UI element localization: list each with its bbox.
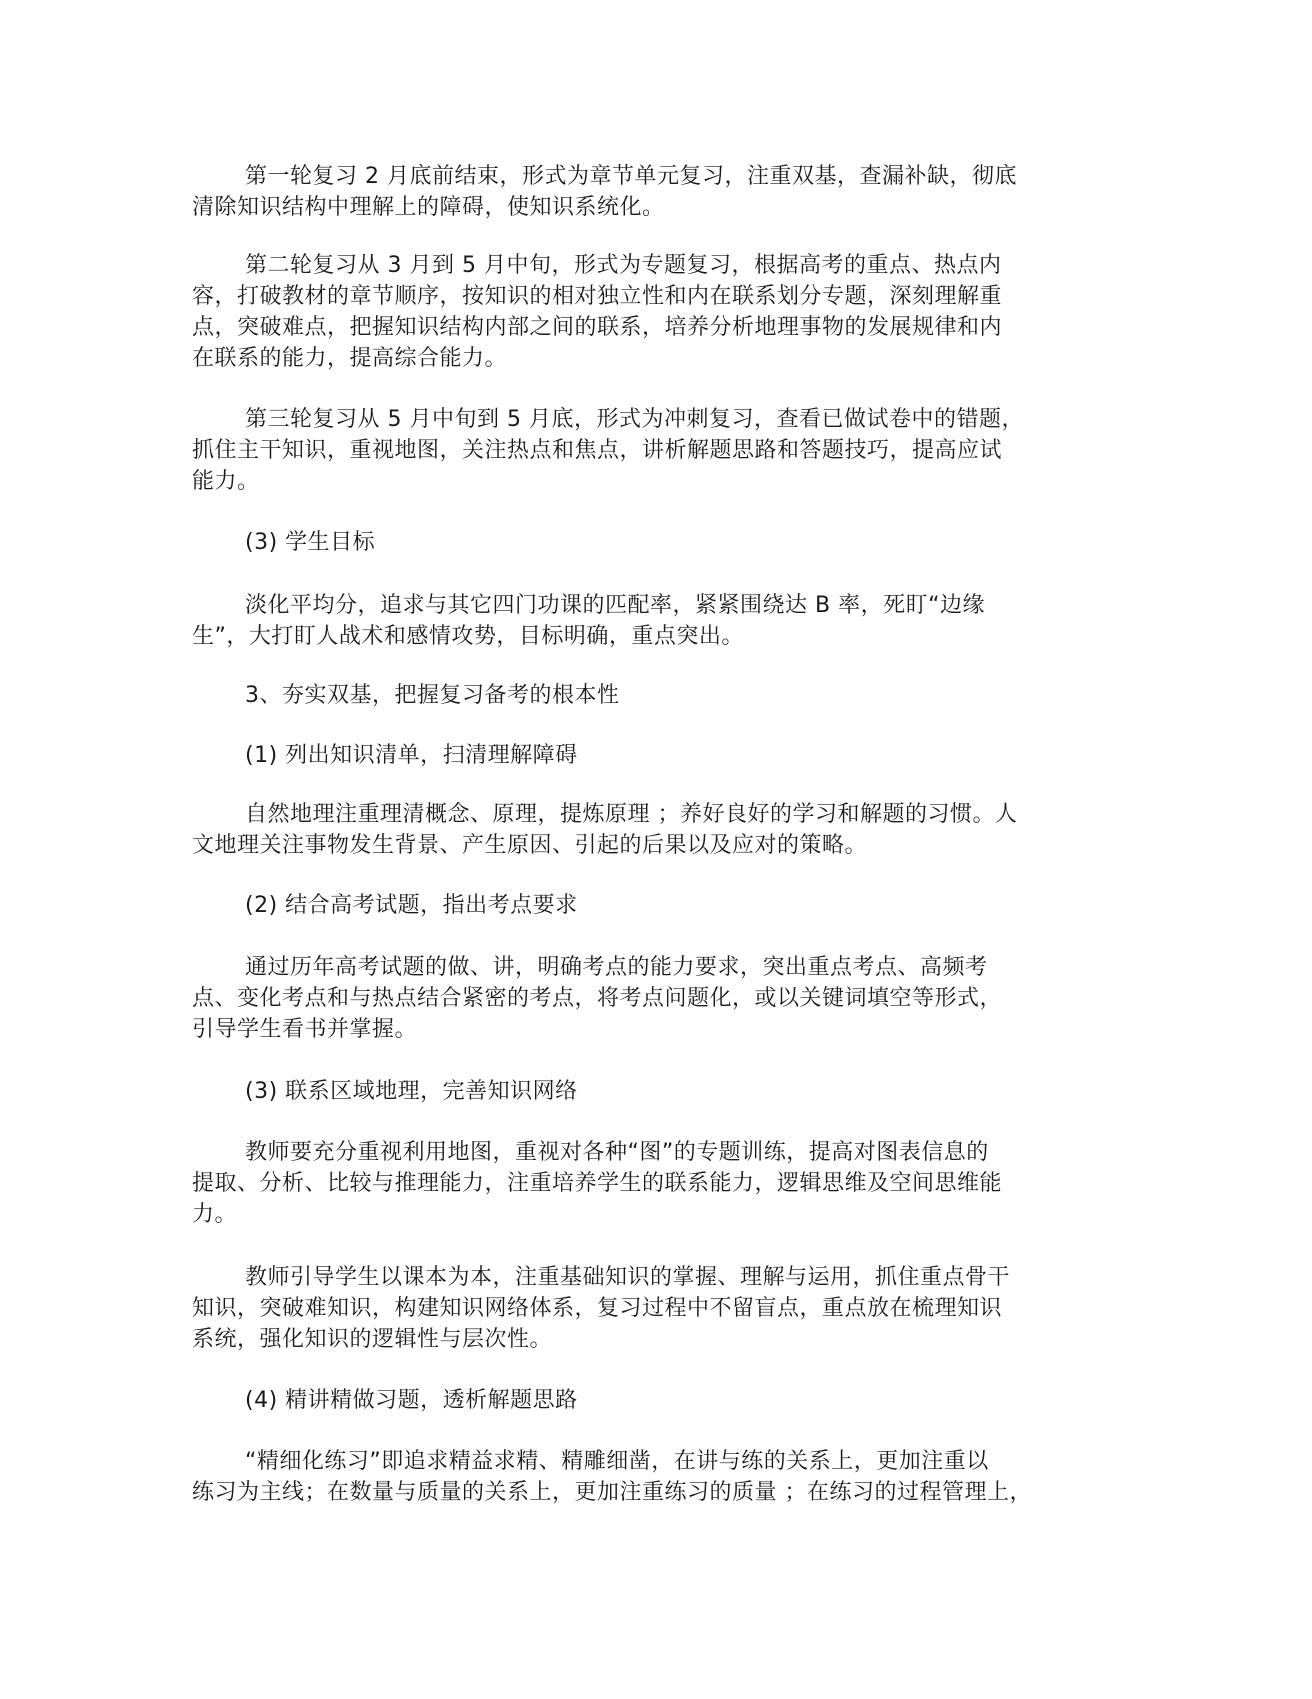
paragraph-student-goals [192, 590, 1102, 652]
paragraph-maps-training [192, 1137, 1102, 1230]
text-line: 第三轮复习从 5 月中旬到 5 月底，形式为冲刺复习，查看已做试卷中的错题， [245, 407, 1024, 432]
text-line: 第二轮复习从 3 月到 5 月中旬，形式为专题复习，根据高考的重点、热点内 [245, 253, 1002, 278]
heading-exercises [192, 1385, 1102, 1416]
text-line: 生”，大打盯人战术和感情攻势，目标明确，重点突出。 [192, 624, 744, 649]
paragraph-exam-requirements [192, 952, 1102, 1045]
heading-solid-basics [192, 680, 1102, 711]
section-heading: (3) 联系区域地理，完善知识网络 [245, 1079, 578, 1104]
text-line: 容，打破教材的章节顺序，按知识的相对独立性和内在联系划分专题，深刻理解重 [192, 284, 1003, 309]
text-line: 抓住主干知识，重视地图，关注热点和焦点，讲析解题思路和答题技巧，提高应试 [192, 438, 1003, 463]
text-line: 力。 [192, 1202, 238, 1227]
section-heading: (2) 结合高考试题，指出考点要求 [245, 893, 578, 918]
text-line: 提取、分析、比较与推理能力，注重培养学生的联系能力，逻辑思维及空间思维能 [192, 1171, 1003, 1196]
text-line: 自然地理注重理清概念、原理，提炼原理 ；养好良好的学习和解题的习惯。人 [245, 802, 1018, 827]
text-line: 点，突破难点，把握知识结构内部之间的联系，培养分析地理事物的发展规律和内 [192, 315, 1003, 340]
text-line: 淡化平均分，追求与其它四门功课的匹配率，紧紧围绕达 B 率，死盯“边缘 [245, 593, 985, 618]
text-line: 清除知识结构中理解上的障碍，使知识系统化。 [192, 195, 665, 220]
text-line: 文地理关注事物发生背景、产生原因、引起的后果以及应对的策略。 [192, 833, 868, 858]
paragraph-second-round-review [192, 250, 1102, 374]
text-line: 系统，强化知识的逻辑性与层次性。 [192, 1327, 553, 1352]
section-heading: (4) 精讲精做习题，透析解题思路 [245, 1388, 578, 1413]
text-line: “精细化练习”即追求精益求精、精雕细凿，在讲与练的关系上，更加注重以 [245, 1449, 989, 1474]
text-line: 在联系的能力，提高综合能力。 [192, 346, 508, 371]
section-heading: (3) 学生目标 [245, 530, 376, 555]
paragraph-knowledge-list [192, 799, 1102, 861]
paragraph-refined-practice [192, 1446, 1102, 1508]
section-heading: 3、夯实双基，把握复习备考的根本性 [245, 683, 620, 708]
heading-student-goals [192, 527, 1102, 558]
text-line: 点、变化考点和与热点结合紧密的考点，将考点问题化，或以关键词填空等形式， [192, 986, 1003, 1011]
paragraph-textbook-basis [192, 1262, 1102, 1355]
text-line: 练习为主线；在数量与质量的关系上，更加注重练习的质量 ；在练习的过程管理上， [192, 1480, 1032, 1505]
text-line: 通过历年高考试题的做、讲，明确考点的能力要求，突出重点考点、高频考 [245, 955, 988, 980]
text-line: 教师引导学生以课本为本，注重基础知识的掌握、理解与运用，抓住重点骨干 [245, 1265, 1011, 1290]
paragraph-third-round-review [192, 404, 1102, 497]
section-heading: (1) 列出知识清单，扫清理解障碍 [245, 743, 578, 768]
heading-exam-requirements [192, 890, 1102, 921]
text-line: 知识，突破难知识，构建知识网络体系，复习过程中不留盲点，重点放在梳理知识 [192, 1296, 1003, 1321]
text-line: 引导学生看书并掌握。 [192, 1017, 418, 1042]
text-line: 教师要充分重视利用地图，重视对各种“图”的专题训练，提高对图表信息的 [245, 1140, 989, 1165]
paragraph-first-round-review [192, 161, 1102, 223]
heading-regional-geography [192, 1076, 1102, 1107]
text-line: 能力。 [192, 469, 260, 494]
heading-knowledge-list [192, 740, 1102, 771]
text-line: 第一轮复习 2 月底前结束，形式为章节单元复习，注重双基，查漏补缺，彻底 [245, 164, 1017, 189]
